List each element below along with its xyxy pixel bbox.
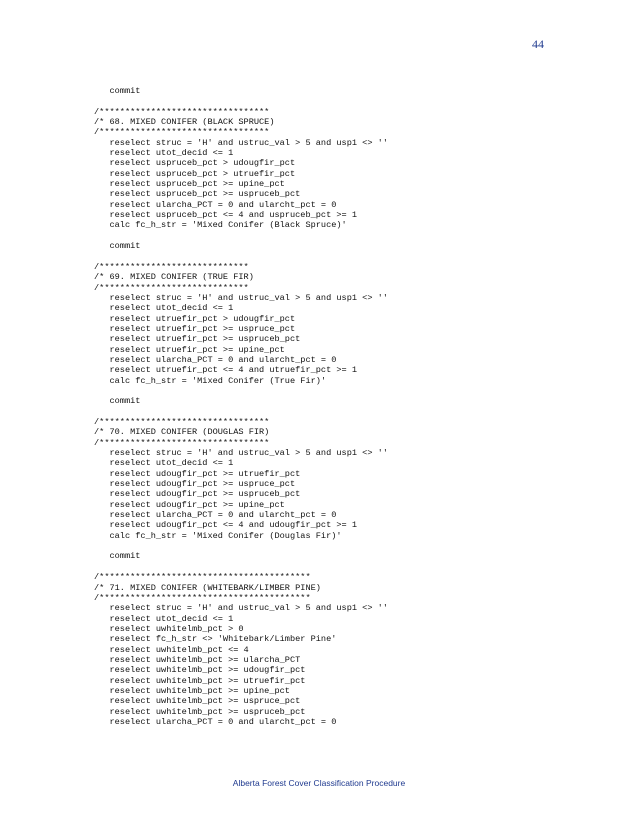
code-line: /* 70. MIXED CONIFER (DOUGLAS FIR) <box>94 427 270 438</box>
code-line: reselect udougfir_pct >= uspruce_pct <box>94 479 296 490</box>
code-line: reselect uwhitelmb_pct >= udougfir_pct <box>94 665 306 676</box>
code-line: /* 71. MIXED CONIFER (WHITEBARK/LIMBER PINE) <box>94 582 321 593</box>
document-footer: Alberta Forest Cover Classification Procedure <box>232 778 406 788</box>
code-line: reselect uwhitelmb_pct >= uspruce_pct <box>94 696 301 707</box>
code-line: reselect udougfir_pct >= utruefir_pct <box>94 468 301 479</box>
code-line: reselect utruefir_pct >= uspruce_pct <box>94 323 296 334</box>
code-line: reselect utruefir_pct >= upine_pct <box>94 344 285 355</box>
code-line <box>94 541 614 551</box>
code-line: reselect struc = 'H' and ustruc_val > 5 and usp1 <> '' <box>94 448 388 459</box>
code-line <box>94 96 614 106</box>
code-line: /***************************** <box>94 282 249 293</box>
code-line: reselect udougfir_pct >= uspruceb_pct <box>94 489 301 500</box>
code-line: reselect uwhitelmb_pct <= 4 <box>94 644 249 655</box>
code-line: /***************************************** <box>94 572 311 583</box>
code-listing <box>94 86 614 727</box>
code-line: reselect utruefir_pct <= 4 and utruefir_pct >= 1 <box>94 365 358 376</box>
code-line: reselect utot_decid <= 1 <box>94 613 234 624</box>
code-line: /***************************************** <box>94 592 311 603</box>
code-line: reselect uwhitelmb_pct >= utruefir_pct <box>94 675 306 686</box>
code-line: reselect uwhitelmb_pct >= uspruceb_pct <box>94 706 306 717</box>
code-line: reselect ularcha_PCT = 0 and ularcht_pct = 0 <box>94 716 337 727</box>
code-line <box>94 562 614 572</box>
code-line: commit <box>94 551 141 562</box>
code-line: calc fc_h_str = 'Mixed Conifer (Douglas Fir)' <box>94 530 342 541</box>
code-line: /********************************* <box>94 106 270 117</box>
code-line <box>94 252 614 262</box>
code-line <box>94 231 614 241</box>
code-line: reselect struc = 'H' and ustruc_val > 5 and usp1 <> '' <box>94 137 388 148</box>
code-line: reselect utot_decid <= 1 <box>94 303 234 314</box>
code-line: reselect ularcha_PCT = 0 and ularcht_pct = 0 <box>94 354 337 365</box>
code-line: reselect ularcha_PCT = 0 and ularcht_pct = 0 <box>94 510 337 521</box>
code-line: reselect struc = 'H' and ustruc_val > 5 and usp1 <> '' <box>94 603 388 614</box>
code-line: reselect uspruceb_pct <= 4 and uspruceb_pct >= 1 <box>94 210 358 221</box>
code-line: reselect uwhitelmb_pct >= ularcha_PCT <box>94 654 301 665</box>
code-line <box>94 386 614 396</box>
code-line: reselect struc = 'H' and ustruc_val > 5 and usp1 <> '' <box>94 292 388 303</box>
code-line: reselect fc_h_str <> 'Whitebark/Limber Pine' <box>94 634 337 645</box>
code-line: /********************************* <box>94 127 270 138</box>
code-line: commit <box>94 86 141 96</box>
code-line: reselect uwhitelmb_pct >= upine_pct <box>94 685 290 696</box>
code-line: reselect udougfir_pct >= upine_pct <box>94 499 285 510</box>
code-line: /********************************* <box>94 417 270 427</box>
code-line: /* 68. MIXED CONIFER (BLACK SPRUCE) <box>94 117 275 128</box>
code-line: reselect utruefir_pct >= uspruceb_pct <box>94 334 301 345</box>
code-line: reselect utot_decid <= 1 <box>94 458 234 469</box>
code-line: commit <box>94 241 141 252</box>
code-line: reselect utot_decid <= 1 <box>94 148 234 159</box>
code-line: reselect ularcha_PCT = 0 and ularcht_pct = 0 <box>94 199 337 210</box>
code-line: /***************************** <box>94 261 249 272</box>
code-line: reselect uspruceb_pct > utruefir_pct <box>94 168 296 179</box>
code-line: /* 69. MIXED CONIFER (TRUE FIR) <box>94 272 254 283</box>
code-line: reselect udougfir_pct <= 4 and udougfir_pct >= 1 <box>94 520 358 531</box>
code-line: commit <box>94 396 141 407</box>
code-line: reselect uspruceb_pct > udougfir_pct <box>94 158 296 169</box>
page-number: 44 <box>532 37 544 51</box>
code-line <box>94 407 614 417</box>
code-line: reselect utruefir_pct > udougfir_pct <box>94 313 296 324</box>
code-line: reselect uspruceb_pct >= uspruceb_pct <box>94 189 301 200</box>
code-line: reselect uwhitelmb_pct > 0 <box>94 623 244 634</box>
code-line: reselect uspruceb_pct >= upine_pct <box>94 179 285 190</box>
code-line: /********************************* <box>94 437 270 448</box>
code-line: calc fc_h_str = 'Mixed Conifer (True Fir)' <box>94 375 327 386</box>
code-line: calc fc_h_str = 'Mixed Conifer (Black Spruce)' <box>94 220 347 231</box>
